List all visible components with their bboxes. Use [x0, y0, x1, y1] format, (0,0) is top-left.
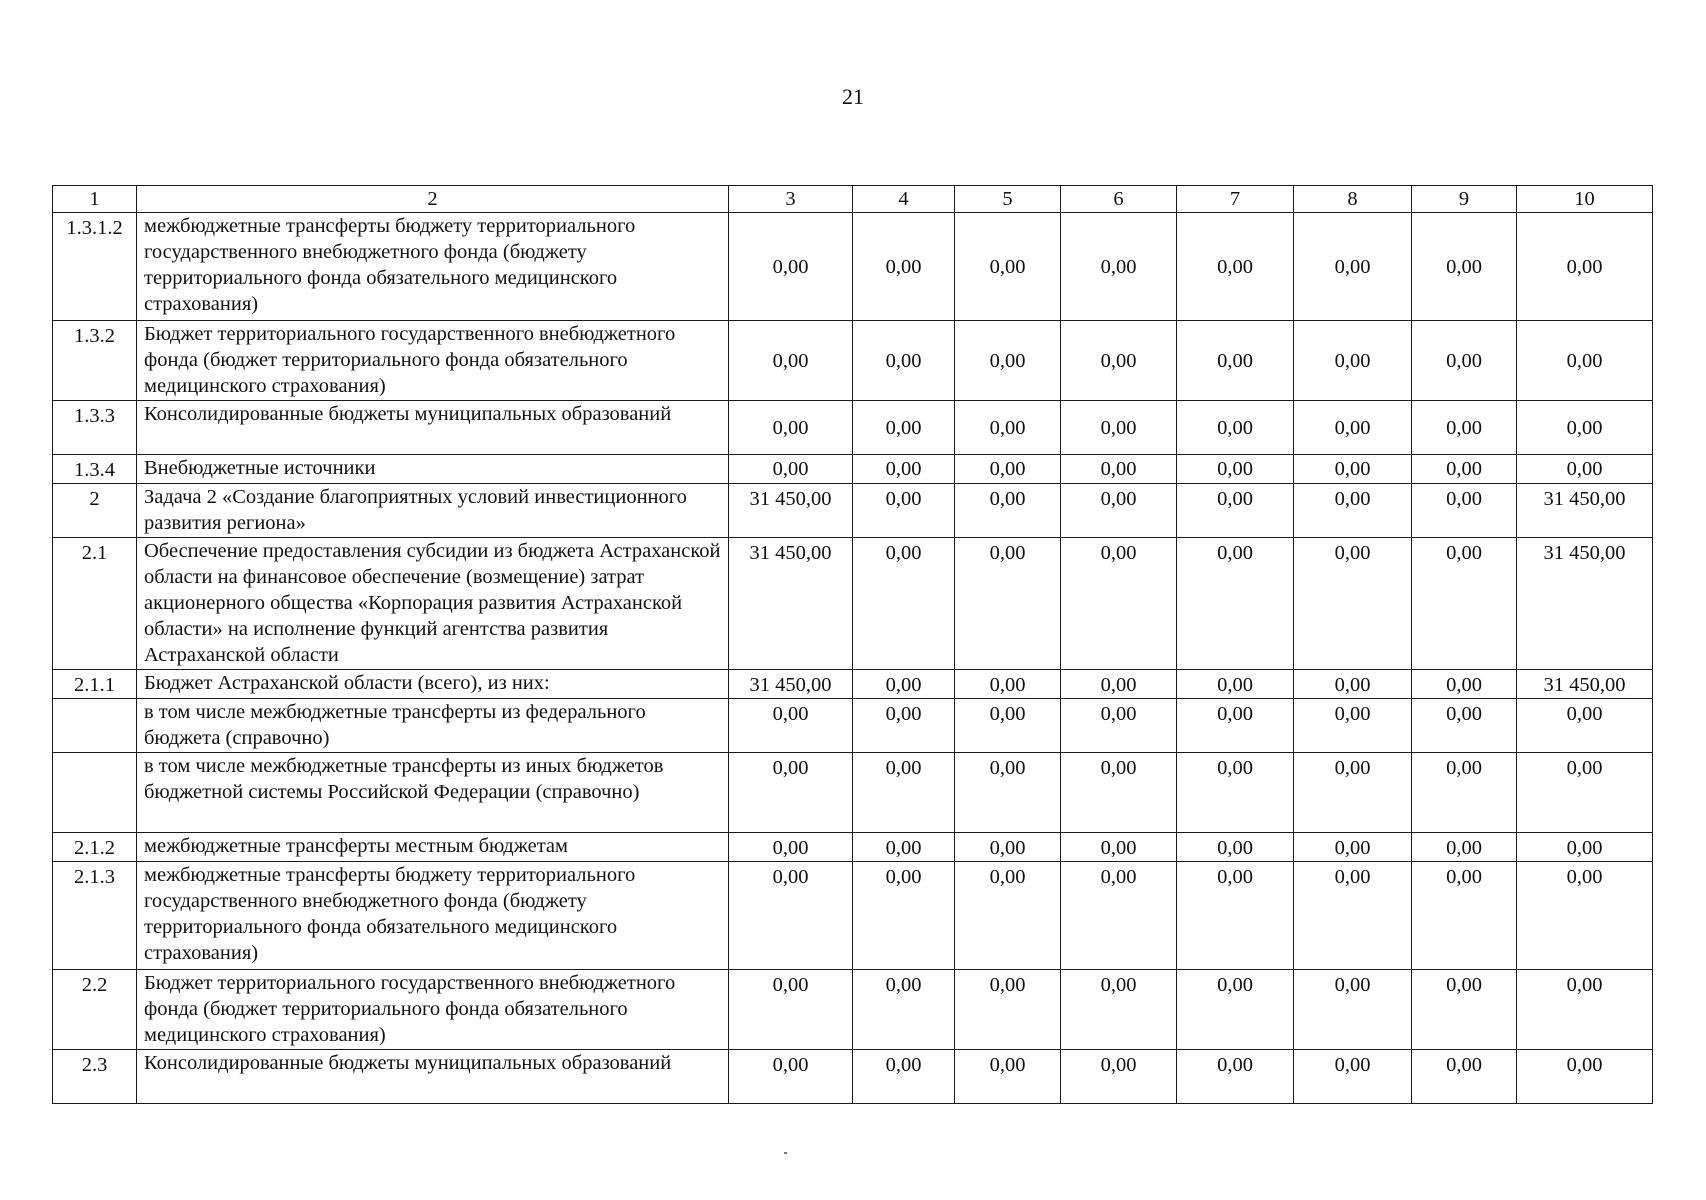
row-number	[53, 699, 137, 753]
row-number: 2.1.3	[53, 862, 137, 970]
value-cell: 0,00	[1061, 862, 1177, 970]
row-description: Консолидированные бюджеты муниципальных образований	[137, 1050, 729, 1104]
value-cell: 0,00	[1294, 538, 1412, 670]
row-description: межбюджетные трансферты местным бюджетам	[137, 833, 729, 862]
value-cell: 0,00	[1177, 484, 1294, 538]
value-cell: 0,00	[1517, 970, 1653, 1050]
value-cell: 0,00	[1294, 484, 1412, 538]
value-cell: 0,00	[1177, 970, 1294, 1050]
page-number: 21	[842, 84, 864, 109]
value-cell: 0,00	[853, 833, 955, 862]
value-cell: 0,00	[1061, 484, 1177, 538]
value-cell: 0,00	[1412, 699, 1517, 753]
budget-table	[52, 185, 1653, 1104]
value-cell: 0,00	[1412, 455, 1517, 484]
row-number: 2.2	[53, 970, 137, 1050]
row-description: Бюджет территориального государственного внебюджетного фонда (бюджет территориального фонда обязательного медицинского страхования)	[137, 970, 729, 1050]
column-header: 2	[137, 186, 729, 213]
value-cell: 0,00	[955, 699, 1061, 753]
column-header: 3	[729, 186, 853, 213]
table-row	[53, 970, 1653, 1050]
column-header: 6	[1061, 186, 1177, 213]
column-header: 1	[53, 186, 137, 213]
value-cell: 0,00	[729, 699, 853, 753]
value-cell: 0,00	[729, 1050, 853, 1104]
value-cell: 0,00	[1177, 699, 1294, 753]
value-cell: 0,00	[1294, 455, 1412, 484]
value-cell: 0,00	[1294, 833, 1412, 862]
value-cell: 0,00	[1412, 833, 1517, 862]
value-cell: 0,00	[853, 455, 955, 484]
column-header: 7	[1177, 186, 1294, 213]
value-cell: 0,00	[1061, 753, 1177, 833]
value-cell: 0,00	[1517, 321, 1653, 401]
value-cell: 0,00	[1294, 670, 1412, 699]
table-row	[53, 484, 1653, 538]
value-cell: 0,00	[1294, 321, 1412, 401]
value-cell: 0,00	[955, 484, 1061, 538]
row-number: 1.3.4	[53, 455, 137, 484]
value-cell: 0,00	[853, 321, 955, 401]
table-row	[53, 699, 1653, 753]
value-cell: 0,00	[1517, 1050, 1653, 1104]
value-cell: 0,00	[1294, 753, 1412, 833]
value-cell: 0,00	[1061, 1050, 1177, 1104]
value-cell: 0,00	[1412, 321, 1517, 401]
table-row	[53, 401, 1653, 455]
column-header: 9	[1412, 186, 1517, 213]
row-description: в том числе межбюджетные трансферты из иных бюджетов бюджетной системы Российской Федерации (справочно)	[137, 753, 729, 833]
value-cell: 0,00	[955, 401, 1061, 455]
row-number: 1.3.1.2	[53, 213, 137, 321]
table-header-row	[53, 186, 1653, 213]
table-row	[53, 455, 1653, 484]
value-cell: 0,00	[853, 401, 955, 455]
row-description: межбюджетные трансферты бюджету территориального государственного внебюджетного фонда (бюджету территориального фонда обязательного медицинского страхования)	[137, 213, 729, 321]
row-description: Задача 2 «Создание благоприятных условий инвестиционного развития региона»	[137, 484, 729, 538]
row-number	[53, 753, 137, 833]
value-cell: 0,00	[1517, 699, 1653, 753]
value-cell: 0,00	[1177, 1050, 1294, 1104]
value-cell: 0,00	[729, 970, 853, 1050]
value-cell: 0,00	[1061, 401, 1177, 455]
row-description: Обеспечение предоставления субсидии из бюджета Астраханской области на финансовое обеспечение (возмещение) затрат акционерного общества «Корпорация развития Астраханской области» на исполнение функций агентства развития Астраханской области	[137, 538, 729, 670]
row-number: 2.3	[53, 1050, 137, 1104]
value-cell: 0,00	[1061, 833, 1177, 862]
value-cell: 31 450,00	[729, 538, 853, 670]
row-description: Бюджет территориального государственного внебюджетного фонда (бюджет территориального фонда обязательного медицинского страхования)	[137, 321, 729, 401]
value-cell: 0,00	[1412, 401, 1517, 455]
row-description: в том числе межбюджетные трансферты из федерального бюджета (справочно)	[137, 699, 729, 753]
row-number: 2.1.2	[53, 833, 137, 862]
row-number: 2	[53, 484, 137, 538]
row-description: Бюджет Астраханской области (всего), из них:	[137, 670, 729, 699]
value-cell: 0,00	[955, 862, 1061, 970]
value-cell: 0,00	[1177, 862, 1294, 970]
value-cell: 0,00	[1061, 455, 1177, 484]
value-cell: 0,00	[853, 538, 955, 670]
value-cell: 0,00	[1294, 970, 1412, 1050]
value-cell: 31 450,00	[1517, 670, 1653, 699]
table-row	[53, 862, 1653, 970]
value-cell: 31 450,00	[729, 484, 853, 538]
value-cell: 0,00	[1412, 753, 1517, 833]
value-cell: 0,00	[1177, 753, 1294, 833]
value-cell: 0,00	[1177, 213, 1294, 321]
value-cell: 0,00	[1177, 538, 1294, 670]
value-cell: 0,00	[1517, 862, 1653, 970]
value-cell: 0,00	[1294, 1050, 1412, 1104]
row-number: 2.1	[53, 538, 137, 670]
value-cell: 0,00	[1177, 833, 1294, 862]
column-header: 10	[1517, 186, 1653, 213]
value-cell: 0,00	[853, 1050, 955, 1104]
value-cell: 0,00	[1177, 670, 1294, 699]
value-cell: 0,00	[1061, 213, 1177, 321]
value-cell: 0,00	[955, 1050, 1061, 1104]
value-cell: 0,00	[955, 753, 1061, 833]
value-cell: 0,00	[1412, 538, 1517, 670]
column-header: 8	[1294, 186, 1412, 213]
value-cell: 0,00	[1294, 699, 1412, 753]
value-cell: 0,00	[853, 484, 955, 538]
value-cell: 0,00	[1412, 670, 1517, 699]
value-cell: 0,00	[955, 833, 1061, 862]
row-number: 1.3.3	[53, 401, 137, 455]
value-cell: 0,00	[1061, 699, 1177, 753]
value-cell: 0,00	[853, 670, 955, 699]
value-cell: 0,00	[1517, 455, 1653, 484]
value-cell: 31 450,00	[729, 670, 853, 699]
value-cell: 0,00	[955, 970, 1061, 1050]
table-row	[53, 833, 1653, 862]
value-cell: 0,00	[1061, 670, 1177, 699]
value-cell: 0,00	[1412, 213, 1517, 321]
value-cell: 0,00	[729, 753, 853, 833]
value-cell: 0,00	[955, 670, 1061, 699]
value-cell: 0,00	[853, 753, 955, 833]
value-cell: 0,00	[729, 862, 853, 970]
value-cell: 0,00	[1412, 970, 1517, 1050]
value-cell: 0,00	[1061, 970, 1177, 1050]
column-header: 4	[853, 186, 955, 213]
value-cell: 0,00	[1517, 213, 1653, 321]
table-row	[53, 670, 1653, 699]
row-number: 2.1.1	[53, 670, 137, 699]
value-cell: 0,00	[1294, 401, 1412, 455]
value-cell: 0,00	[955, 213, 1061, 321]
table-body	[53, 213, 1653, 1104]
row-number: 1.3.2	[53, 321, 137, 401]
table-row	[53, 753, 1653, 833]
value-cell: 0,00	[853, 862, 955, 970]
value-cell: 0,00	[955, 321, 1061, 401]
value-cell: 0,00	[1517, 833, 1653, 862]
value-cell: 0,00	[1177, 321, 1294, 401]
value-cell: 0,00	[1177, 455, 1294, 484]
table-row	[53, 213, 1653, 321]
scan-mark	[784, 1152, 787, 1154]
value-cell: 0,00	[853, 970, 955, 1050]
value-cell: 0,00	[1412, 1050, 1517, 1104]
value-cell: 0,00	[729, 833, 853, 862]
value-cell: 0,00	[1061, 321, 1177, 401]
value-cell: 0,00	[1061, 538, 1177, 670]
value-cell: 0,00	[1412, 484, 1517, 538]
table-row	[53, 538, 1653, 670]
row-description: Консолидированные бюджеты муниципальных образований	[137, 401, 729, 455]
table-row	[53, 321, 1653, 401]
value-cell: 31 450,00	[1517, 538, 1653, 670]
value-cell: 0,00	[729, 401, 853, 455]
value-cell: 0,00	[1177, 401, 1294, 455]
value-cell: 0,00	[729, 321, 853, 401]
value-cell: 0,00	[1517, 401, 1653, 455]
value-cell: 0,00	[853, 213, 955, 321]
value-cell: 0,00	[853, 699, 955, 753]
value-cell: 0,00	[1412, 862, 1517, 970]
table-row	[53, 1050, 1653, 1104]
value-cell: 0,00	[1294, 862, 1412, 970]
value-cell: 0,00	[729, 213, 853, 321]
row-description: межбюджетные трансферты бюджету территориального государственного внебюджетного фонда (бюджету территориального фонда обязательного медицинского страхования)	[137, 862, 729, 970]
row-description: Внебюджетные источники	[137, 455, 729, 484]
value-cell: 0,00	[1294, 213, 1412, 321]
column-header: 5	[955, 186, 1061, 213]
value-cell: 0,00	[729, 455, 853, 484]
value-cell: 0,00	[955, 538, 1061, 670]
value-cell: 0,00	[1517, 753, 1653, 833]
value-cell: 31 450,00	[1517, 484, 1653, 538]
value-cell: 0,00	[955, 455, 1061, 484]
